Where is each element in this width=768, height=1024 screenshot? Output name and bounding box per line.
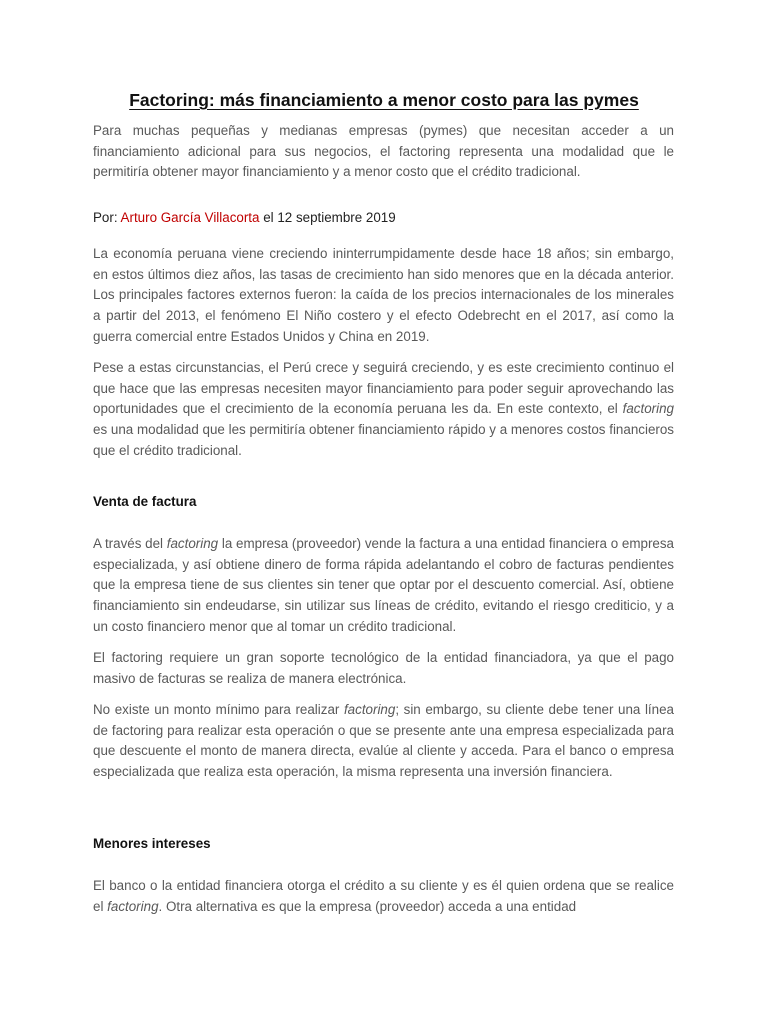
- text-segment: No existe un monto mínimo para realizar: [93, 702, 344, 717]
- intro-paragraph: Para muchas pequeñas y medianas empresas (pymes) que necesitan acceder a un financiamiento adicional para sus negocios, el factoring representa una modalidad que le permitiría obtener mayor financiamiento y a menor costo que el crédito tradicional.: [93, 123, 674, 180]
- text-segment: la empresa (proveedor) vende la factura a una entidad financiera o empresa especializada, y así obtiene dinero de forma rápida adelantando el cobro de facturas pendientes que la empresa tiene de sus clientes sin tener que optar por el descuento comercial. Así, obtiene financiamiento sin endeudarse, sin utilizar sus líneas de crédito, evitando el riesgo crediticio, y a un costo financiero menor que al tomar un crédito tradicional.: [93, 536, 674, 634]
- text-segment: Pese a estas circunstancias, el Perú crece y seguirá creciendo, y es este crecimiento continuo el que hace que las empresas necesiten mayor financiamiento para poder seguir aprovechando las oportunidades que el crecimiento de la economía peruana les da. En este contexto, el: [93, 360, 674, 417]
- italic-term: factoring: [343, 702, 396, 717]
- italic-term: factoring: [107, 898, 159, 914]
- author-name: Arturo García Villacorta: [120, 210, 260, 225]
- text-segment: El banco o la entidad financiera otorga el crédito a su cliente y es él quien ordena que se realice el: [93, 878, 674, 914]
- section-heading-intereses: Menores intereses: [93, 836, 211, 851]
- byline-date: el 12 septiembre 2019: [259, 210, 396, 225]
- text-segment: A través del: [93, 536, 167, 551]
- byline-prefix: Por:: [93, 210, 121, 225]
- paragraph-context: [93, 358, 674, 462]
- document-title: Factoring: más financiamiento a menor costo para las pymes: [129, 90, 639, 110]
- italic-term: factoring: [622, 401, 674, 417]
- paragraph-intereses-1: [93, 876, 674, 917]
- text-segment: . Otra alternativa es que la empresa (proveedor) acceda a una entidad: [158, 898, 577, 914]
- paragraph-venta-3: [93, 700, 674, 783]
- text-segment: ; sin embargo, su cliente debe tener una línea de factoring para realizar esta operación o que se presente ante una empresa especializada para que descuente el monto de manera directa, evalúe al cliente y acceda. Para el banco o empresa especializada que realiza esta operación, la misma representa una inversión financiera.: [93, 702, 674, 780]
- italic-term: factoring: [166, 536, 219, 551]
- byline: [93, 208, 674, 229]
- text-segment: es una modalidad que les permitiría obtener financiamiento rápido y a menores costos financieros que el crédito tradicional.: [93, 422, 674, 458]
- section-heading-venta: Venta de factura: [93, 494, 197, 509]
- paragraph-economy: La economía peruana viene creciendo ininterrumpidamente desde hace 18 años; sin embargo, en estos últimos diez años, las tasas de crecimiento han sido menores que en la década anterior. Los principales factores externos fueron: la caída de los precios internacionales de los minerales a partir del 2013, el fenómeno El Niño costero y el efecto Odebrecht en el 2017, así como la guerra comercial entre Estados Unidos y China en 2019.: [93, 246, 674, 344]
- paragraph-venta-2: El factoring requiere un gran soporte tecnológico de la entidad financiadora, ya que el pago masivo de facturas se realiza de manera electrónica.: [93, 650, 674, 686]
- paragraph-venta-1: [93, 534, 674, 638]
